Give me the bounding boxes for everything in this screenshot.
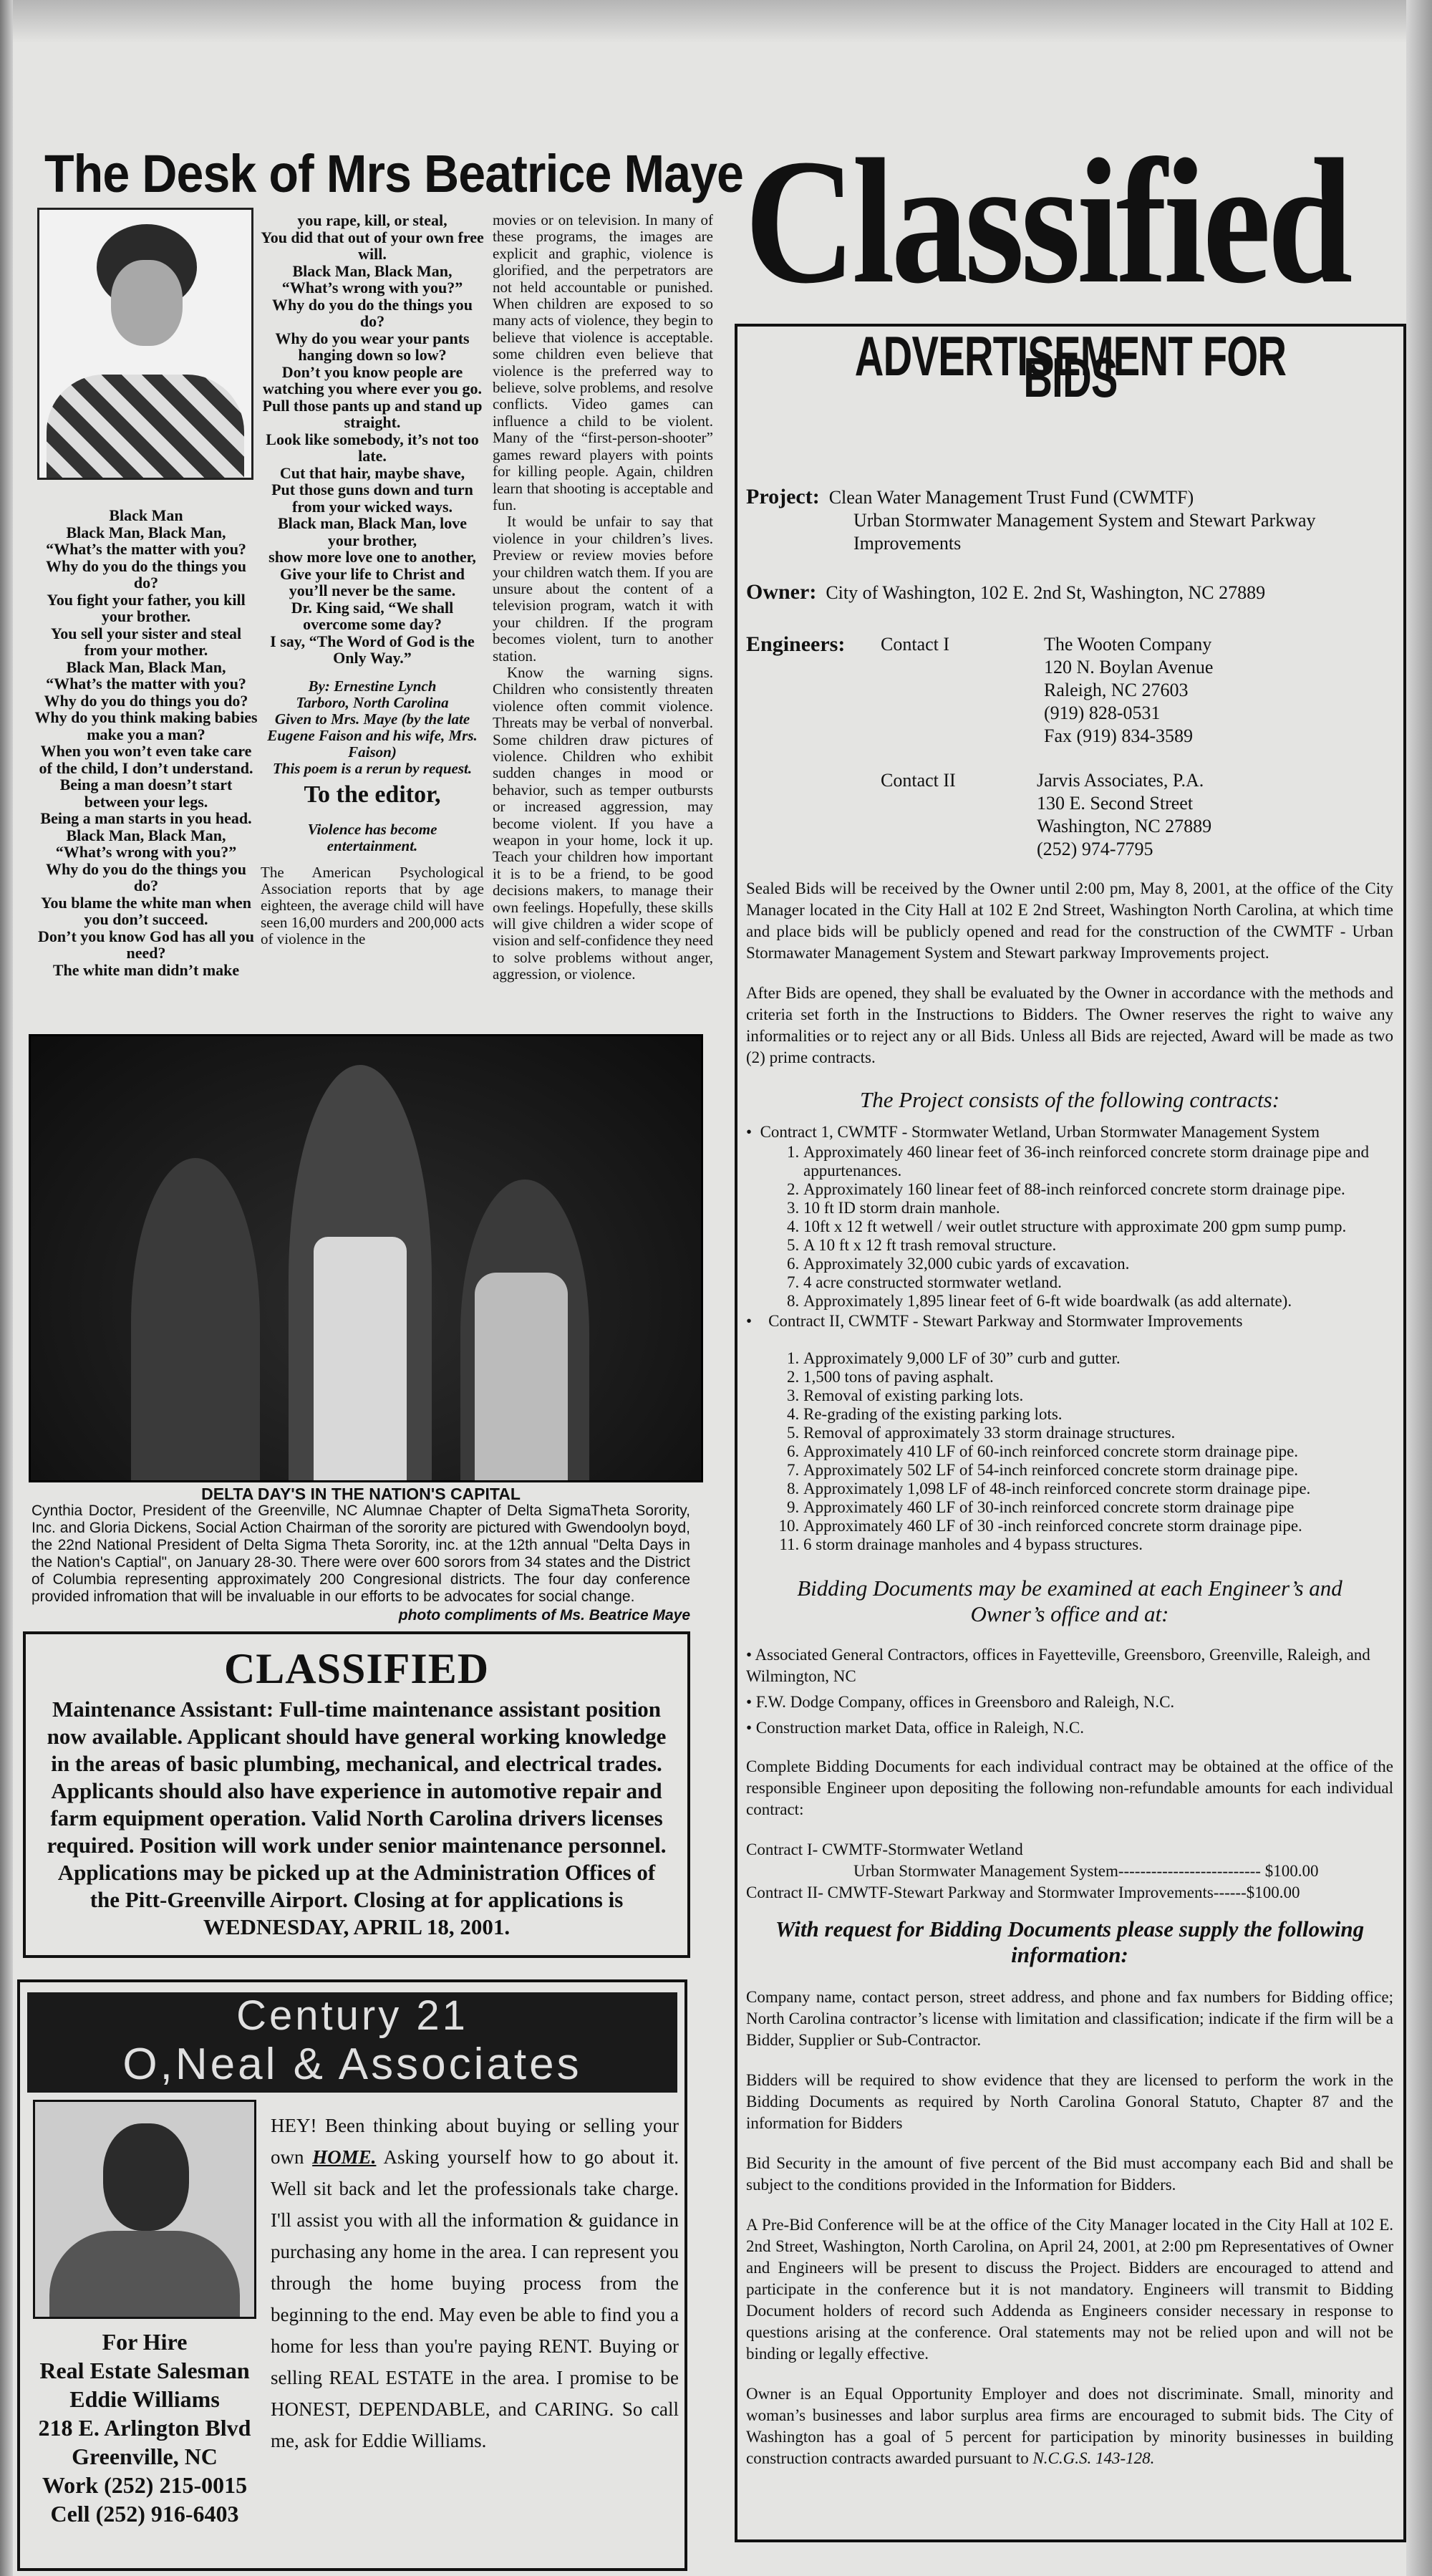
statute: N.C.G.S. 143-128.	[1032, 2449, 1155, 2467]
list-item: “What’s wrong with you?”	[281, 279, 463, 296]
list-item: Real Estate Salesman	[39, 2358, 250, 2383]
paragraph: Know the warning signs. Children who consistently threaten violence often commit violence. Threats may be verbal of nonverbal. Some children draw pictures of violence. Children who exhibit sudden changes in mood or behavior, such as temper outbursts or increased aggression, may become violent. If you have a weapon in your home, lock it up. Teach your children how important it is to be a friend, to be good decisions makers, to manage their own feelings. Hopefully, these skills will give children a wider scope of vision and self-confidence they need to solve problems without anger, aggression, or violence.	[493, 663, 713, 983]
subheading: Bidding Documents may be examined at each Engineer’s and Owner’s office and at:	[797, 1576, 1342, 1626]
agent-contact	[23, 2327, 266, 2528]
paragraph: A Pre-Bid Conference will be at the office of the City Manager located in the City Hall at 102 E. 2nd Street, Washington, North Carolina, on April 24, 2001, at 2:00 pm Representatives of Owner and Engineers will be present to discuss the Project. Bidders are encouraged to attend and participate in the conference but it is not mandatory. Engineers will transmit to Bidding Document holders of record such Addenda as Engineers consider necessary in response to questions arising at the conference. Oral statements may not be relied upon and will not be binding or legally effective.	[746, 2216, 1393, 2363]
list-item: Being a man starts in you head.	[40, 809, 252, 827]
contract-2-items	[746, 1349, 1393, 1554]
list-item: Why do you do the things you do?	[272, 295, 473, 330]
text: HEY! Been thinking about buying or selling your own	[271, 2115, 679, 2168]
list-item: 8. Approximately 1,098 LF of 48-inch reinforced concrete storm drainage pipe.	[803, 1480, 1393, 1498]
emphasis: HOME.	[312, 2146, 377, 2168]
list-item: Work (252) 215-0015	[42, 2472, 248, 2498]
list-item: I say, “The Word of God is the Only Way.”	[270, 632, 475, 667]
paragraph: After Bids are opened, they shall be evaluated by the Owner in accordance with the methods and criteria set forth in the Instructions to Bidders. The Owner reserves the right to waive any informalities or to reject any or all Bids. Unless all Bids are rejected, Award will be made as two (2) prime contracts.	[746, 984, 1393, 1066]
list-item: Don’t you know people are watching you where ever you go.	[263, 362, 482, 397]
list-item: When you won’t even take care of the child, I don’t understand.	[39, 742, 253, 777]
label: Engineers:	[746, 632, 846, 656]
list-item: Eddie Williams	[69, 2386, 220, 2412]
editor-letter-continued	[493, 212, 713, 983]
list-item: Given to Mrs. Maye (by the late Eugene Faison and his wife, Mrs. Faison)	[267, 710, 478, 761]
contact-1	[1044, 633, 1213, 748]
paragraph: Bidders will be required to show evidence that they are licensed to perform the work in the Bidding Documents as required by North Carolina Gonoral Statuto, Chapter 87 and the information for Bidders	[746, 2071, 1393, 2132]
contract-1-items	[746, 1143, 1393, 1311]
paragraph	[746, 2383, 1393, 2469]
label: Contact II	[881, 770, 956, 791]
page-shadow-left	[0, 0, 13, 2576]
paragraph: Company name, contact person, street address, and phone and fax numbers for Bidding office; North Carolina contractor’s license with limitation and classification; indicate if the firm will be a Bidder, Supplier or Sub-Contractor.	[746, 1988, 1393, 2049]
portrait-photo	[37, 208, 253, 480]
editor-letter-start	[261, 864, 484, 948]
label: Contact I	[881, 634, 950, 655]
list-item: Black Man	[109, 506, 183, 524]
caption-text: Cynthia Doctor, President of the Greenville, NC Alumnae Chapter of Delta SigmaTheta Sorority, Inc. and Gloria Dickens, Social Action Chairman of the sorority are pictured with Gwendoolyn boyd, the 22nd National President of Delta Sigma Theta Sorority, inc. at the 12th annual "Delta Days in the Nation's Captial", on January 28-30. There were over 600 sorors from 34 states and the District of Columbia representing approximately 200 Congresional districts. The four day conference provided infromation that will be invaluable in our efforts to be advocates for social change.	[32, 1502, 690, 1605]
list-item: Put those guns down and turn from your wicked ways.	[271, 481, 473, 516]
paragraph: The American Psychological Association reports that by age eighteen, the average child will have seen 16,00 murders and 200,000 acts of violence in the	[261, 863, 484, 948]
list-item: “What’s the matter with you?	[46, 540, 246, 558]
list-item: 10. Approximately 460 LF of 30 -inch reinforced concrete storm drainage pipe.	[803, 1517, 1393, 1535]
list-item: Why do you do the things you do?	[46, 556, 246, 592]
paragraph: movies or on television. In many of these programs, the images are explicit and graphic, violence is glorified, and the perpetrators are not held accountable or punished. When children are exposed to so many acts of violence, they begin to believe that violence is acceptable. some children even believe that violence is the preferred way to believe, solve problems, and resolve conflicts. Video games can influence a child to be violent. Many of the “first-person-shooter” games reward players with points for killing people. Again, children learn that shooting is acceptable and fun.	[493, 211, 713, 513]
list-item: • Associated General Contractors, offices in Fayetteville, Greensboro, Greenville, Raleigh, and Wilmington, NC	[746, 1646, 1370, 1685]
fee-line: Urban Stormwater Management System-------------------------- $100.00	[853, 1862, 1319, 1880]
list-item: you rape, kill, or steal,	[297, 211, 448, 229]
page-shadow-right	[1406, 0, 1432, 2576]
list-item: 218 E. Arlington Blvd	[38, 2415, 251, 2441]
list-item: You fight your father, you kill your brother.	[47, 590, 246, 625]
list-item: You sell your sister and steal from your mother.	[50, 624, 242, 659]
ad-text	[271, 2110, 679, 2456]
list-item: Why do you do the things you do?	[46, 859, 246, 894]
list-item: For Hire	[102, 2329, 188, 2355]
column-title: The Desk of Mrs Beatrice Maye	[44, 144, 744, 203]
list-item: Black man, Black Man, love your brother,	[277, 514, 467, 549]
advertisement-for-bids	[735, 324, 1406, 2542]
list-item: • Construction market Data, office in Raleigh, N.C.	[746, 1719, 1084, 1737]
agency-name: O,Neal & Associates	[122, 2040, 582, 2089]
list-item: (919) 828-0531	[1044, 703, 1161, 723]
contract-title: Contract 1, CWMTF - Stormwater Wetland, Urban Stormwater Management System	[760, 1123, 1320, 1141]
poem-column-2	[261, 212, 484, 948]
section-title: Classified	[745, 122, 1350, 321]
list-item: 11. 6 storm drainage manholes and 4 bypass structures.	[803, 1535, 1393, 1554]
list-item: Black Man, Black Man,	[66, 523, 226, 541]
list-item: 1. Approximately 9,000 LF of 30” curb and gutter.	[803, 1349, 1393, 1368]
fee-line: Contract I- CWMTF-Stormwater Wetland	[746, 1841, 1023, 1858]
photo-credit: photo compliments of Ms. Beatrice Maye	[398, 1607, 690, 1624]
list-item: 9. Approximately 460 LF of 30-inch reinforced concrete storm drainage pipe	[803, 1498, 1393, 1517]
list-item: You blame the white man when you don’t succeed.	[41, 893, 251, 928]
list-item: 3. 10 ft ID storm drain manhole.	[803, 1199, 1393, 1217]
paragraph: Complete Bidding Documents for each individual contract may be obtained at the office of the responsible Engineer upon depositing the following non-refundable amounts for each individual contract:	[746, 1757, 1393, 1818]
ad-body: Maintenance Assistant: Full-time maintenance assistant position now available. Applicant should have general working knowledge in the areas of basic plumbing, mechanical, and electrical trades. Applicants should also have experience in automotive repair and farm equipment operation. Valid North Carolina drivers licenses required. Position will work under senior maintenance personnel. Applications may be picked up at the Administration Offices of the Pitt-Greenville Airport. Closing at for applications is WEDNESDAY, APRIL 18, 2001.	[47, 1697, 667, 1939]
list-item: Raleigh, NC 27603	[1044, 680, 1189, 700]
label: Project:	[746, 485, 820, 508]
engineers-info	[746, 632, 1393, 859]
list-item: The Wooten Company	[1044, 634, 1212, 655]
list-item: “What’s the matter with you?	[46, 675, 246, 693]
value: City of Washington, 102 E. 2nd St, Washington, NC 27889	[826, 582, 1266, 603]
list-item: (252) 974-7795	[1037, 839, 1153, 859]
list-item: Why do you think making babies make you a man?	[34, 708, 258, 743]
list-item: Washington, NC 27889	[1037, 816, 1212, 836]
paragraph: Bid Security in the amount of five percent of the Bid must accompany each Bid and shall be subject to the conditions provided in the Information for Bidders.	[746, 2154, 1393, 2194]
list-item: Jarvis Associates, P.A.	[1037, 770, 1204, 791]
list-item: 7. 4 acre constructed stormwater wetland.	[803, 1273, 1393, 1292]
list-item: Dr. King said, “We shall overcome some day?	[291, 598, 454, 633]
list-item: 5. Removal of approximately 33 storm drainage structures.	[803, 1424, 1393, 1442]
list-item: 120 N. Boylan Avenue	[1044, 657, 1214, 677]
agent-photo	[33, 2100, 256, 2319]
fee-line: Contract II- CMWTF-Stewart Parkway and Stormwater Improvements------$100.00	[746, 1883, 1300, 1901]
ad-banner	[27, 1992, 677, 2093]
poem-credit	[261, 678, 484, 777]
caption-heading: DELTA DAY'S IN THE NATION'S CAPITAL	[201, 1485, 521, 1503]
list-item: 2. Approximately 160 linear feet of 88-inch reinforced concrete storm drainage pipe.	[803, 1180, 1393, 1199]
bids-body	[746, 878, 1393, 2488]
list-item: Being a man doesn’t start between your legs.	[59, 776, 233, 811]
paragraph: It would be unfair to say that violence in your children’s lives. Preview or review movies before your children watch them. If you are unsure about the content of a television program, watch it with your children. If the program becomes violent, turn to another station.	[493, 513, 713, 665]
contract-title: Contract II, CWMTF - Stewart Parkway and Stormwater Improvements	[768, 1312, 1243, 1330]
list-item: 6. Approximately 32,000 cubic yards of excavation.	[803, 1255, 1393, 1273]
list-item: 8. Approximately 1,895 linear feet of 6-ft wide boardwalk (as add alternate).	[803, 1292, 1393, 1311]
list-item: Fax (919) 834-3589	[1044, 725, 1193, 746]
century21-ad	[17, 1979, 687, 2571]
list-item: Black Man, Black Man,	[292, 261, 453, 280]
locations	[746, 1644, 1393, 1739]
value: Urban Stormwater Management System and Stewart Parkway Improvements	[853, 510, 1316, 554]
list-item: Why do you wear your pants hanging down so low?	[275, 329, 470, 364]
bids-heading: ADVERTISEMENT FOR BIDS	[854, 324, 1287, 409]
list-item: The white man didn’t make	[52, 960, 240, 979]
list-item: Don’t you know God has all you need?	[38, 927, 254, 962]
list-item: 130 E. Second Street	[1037, 793, 1194, 814]
project-info	[746, 486, 1393, 555]
list-item: Pull those pants up and stand up straight.	[262, 396, 483, 431]
list-item: • F.W. Dodge Company, offices in Greensboro and Raleigh, N.C.	[746, 1693, 1175, 1711]
list-item: Cut that hair, maybe shave,	[279, 463, 465, 482]
list-item: 5. A 10 ft x 12 ft trash removal structure.	[803, 1236, 1393, 1255]
list-item: Tarboro, North Carolina	[296, 693, 449, 711]
poem-column-1	[34, 507, 258, 978]
owner-info	[746, 582, 1393, 604]
list-item: 4. 10ft x 12 ft wetwell / weir outlet structure with approximate 200 gpm sump pump.	[803, 1217, 1393, 1236]
list-item: This poem is a rerun by request.	[272, 759, 473, 777]
brand-name: Century 21	[236, 1992, 468, 2039]
text: Asking yourself how to go about it. Well sit back and let the professionals take charge. I'll assist you with all the information & guidance in purchasing any home in the area. I can represent you through the home buying process from the beginning to the end. May even be able to find you a home for less than you're paying RENT. Buying or selling REAL ESTATE in the area. I promise to be HONEST, DEPENDABLE, and CARING. So call me, ask for Eddie Williams.	[271, 2146, 679, 2451]
paragraph: Sealed Bids will be received by the Owner until 2:00 pm, May 8, 2001, at the office of the City Manager located in the City Hall at 102 E 2nd Street, Washington North Carolina, at which time and place bids will be publicly opened and read for the construction of the CWMTF - Urban Stormawater Management System and Stewart parkway Improvements project.	[746, 879, 1393, 962]
value: Clean Water Management Trust Fund (CWMTF)	[828, 487, 1194, 508]
editor-subheading: Violence has become entertainment.	[307, 820, 437, 854]
list-item: 3. Removal of existing parking lots.	[803, 1386, 1393, 1405]
list-item: 7. Approximately 502 LF of 54-inch reinforced concrete storm drainage pipe.	[803, 1461, 1393, 1480]
classified-job-ad	[23, 1631, 690, 1958]
list-item: Why do you do things you do?	[44, 691, 248, 710]
ad-title: CLASSIFIED	[223, 1645, 490, 1692]
subheading: The Project consists of the following contracts:	[859, 1087, 1280, 1112]
list-item: Look like somebody, it’s not too late.	[266, 430, 479, 465]
photo-caption	[32, 1485, 690, 1624]
contract-1: • Contract 1, CWMTF - Stormwater Wetland, Urban Stormwater Management System	[746, 1123, 1320, 1141]
list-item: 6. Approximately 410 LF of 60-inch reinforced concrete storm drainage pipe.	[803, 1442, 1393, 1461]
list-item: Black Man, Black Man,	[66, 657, 226, 676]
list-item: You did that out of your own free will.	[261, 228, 484, 263]
label: Owner:	[746, 580, 817, 604]
list-item: Cell (252) 916-6403	[50, 2501, 239, 2527]
contact-2	[1037, 769, 1211, 861]
editor-heading: To the editor,	[304, 781, 441, 808]
list-item: 4. Re-grading of the existing parking lots.	[803, 1405, 1393, 1424]
list-item: 2. 1,500 tons of paving asphalt.	[803, 1368, 1393, 1386]
list-item: Greenville, NC	[72, 2444, 218, 2469]
page-shadow-top	[0, 0, 1432, 43]
list-item: By: Ernestine Lynch	[308, 677, 437, 695]
poem-lines	[261, 212, 484, 667]
list-item: 1. Approximately 460 linear feet of 36-inch reinforced concrete storm drainage pipe and appurtenances.	[803, 1143, 1393, 1180]
list-item: Give your life to Christ and you’ll never be the same.	[279, 564, 465, 599]
contract-2: • Contract II, CWMTF - Stewart Parkway and Stormwater Improvements	[746, 1312, 1243, 1330]
delta-days-photo	[29, 1034, 703, 1482]
subheading: With request for Bidding Documents please supply the following information:	[775, 1916, 1365, 1967]
list-item: Black Man, Black Man,	[66, 826, 226, 844]
text: Owner is an Equal Opportunity Employer and does not discriminate. Small, minority and woman’s businesses and labor surplus area firms are encouraged to submit bids. The City of Washington has a goal of 5 percent for participation by minority businesses in building construction contracts awarded pursuant to	[746, 2385, 1393, 2467]
list-item: show more love one to another,	[268, 548, 476, 566]
list-item: “What’s wrong with you?”	[55, 843, 237, 861]
